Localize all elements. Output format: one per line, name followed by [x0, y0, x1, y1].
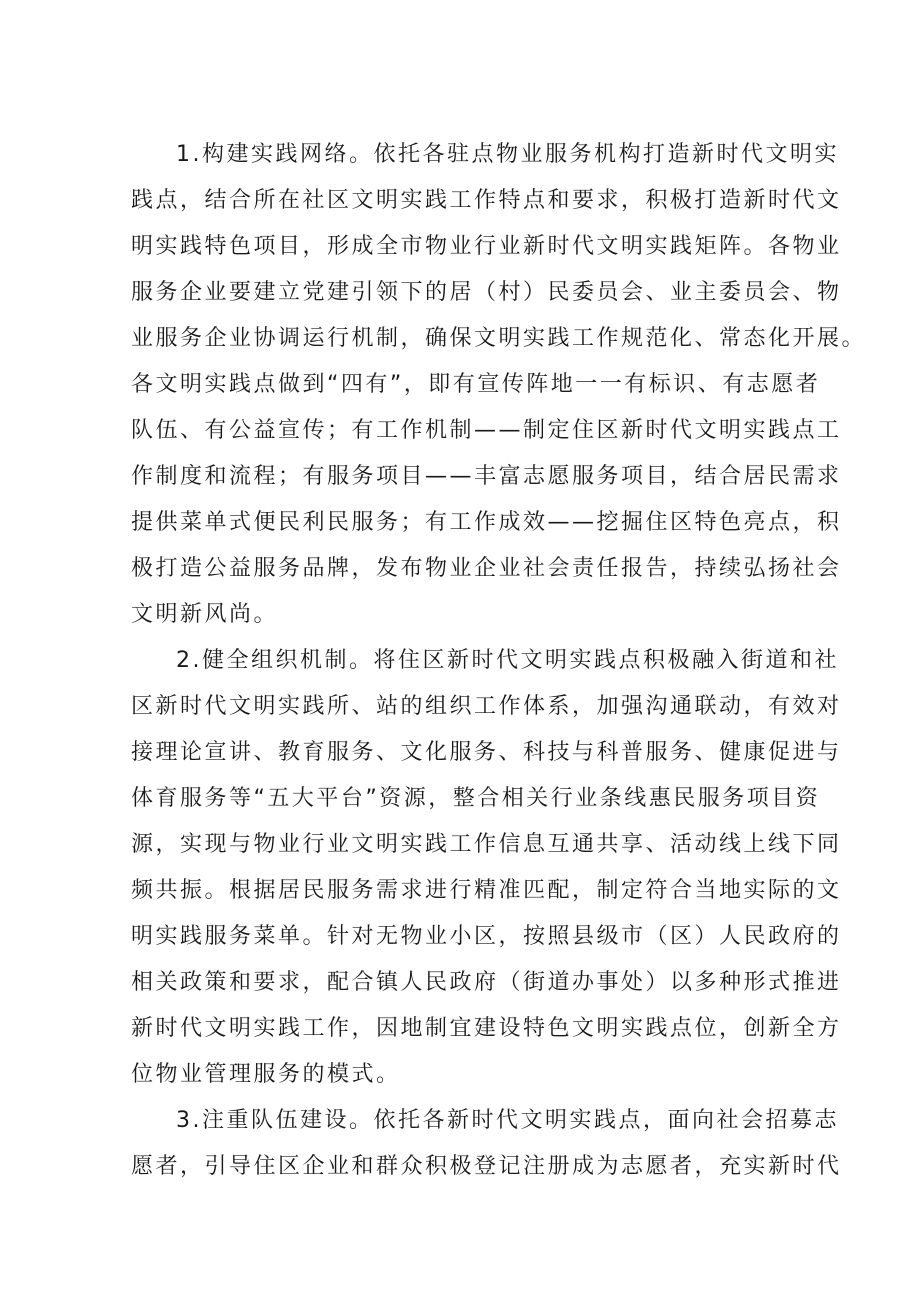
text-line: 践点，结合所在社区文明实践工作特点和要求，积极打造新时代文: [131, 188, 842, 213]
text-line: 相关政策和要求，配合镇人民政府（街道办事处）以多种形式推进: [131, 970, 842, 995]
text-line: 源，实现与物业行业文明实践工作信息互通共享、活动线上线下同: [131, 832, 842, 857]
text-line: 愿者，引导住区企业和群众积极登记注册成为志愿者，充实新时代: [131, 1154, 842, 1179]
text-line: 3.注重队伍建设。依托各新时代文明实践点，面向社会招募志: [176, 1108, 839, 1133]
text-line: 1.构建实践网络。依托各驻点物业服务机构打造新时代文明实: [176, 142, 839, 167]
text-line: 提供菜单式便民利民服务；有工作成效——挖掘住区特色亮点，积: [131, 510, 842, 535]
text-line: 作制度和流程；有服务项目——丰富志愿服务项目，结合居民需求: [131, 464, 842, 489]
document-body: [131, 132, 867, 1190]
text-line: 2.健全组织机制。将住区新时代文明实践点积极融入街道和社: [176, 648, 839, 673]
text-line: 文明新风尚。: [131, 602, 279, 627]
text-line: 服务企业要建立党建引领下的居（村）民委员会、业主委员会、物: [131, 280, 842, 305]
text-line: 各文明实践点做到“四有”，即有宣传阵地一一有标识、有志愿者: [131, 372, 821, 397]
text-line: 明实践服务菜单。针对无物业小区，按照县级市（区）人民政府的: [131, 924, 842, 949]
text-line: 区新时代文明实践所、站的组织工作体系，加强沟通联动，有效对: [131, 694, 842, 719]
text-line: 明实践特色项目，形成全市物业行业新时代文明实践矩阵。各物业: [131, 234, 842, 259]
text-line: 极打造公益服务品牌，发布物业企业社会责任报告，持续弘扬社会: [131, 556, 842, 581]
text-line: 频共振。根据居民服务需求进行精准匹配，制定符合当地实际的文: [131, 878, 842, 903]
text-line: 接理论宣讲、教育服务、文化服务、科技与科普服务、健康促进与: [131, 740, 842, 765]
text-line: 业服务企业协调运行机制，确保文明实践工作规范化、常态化开展。: [131, 326, 867, 351]
text-line: 新时代文明实践工作，因地制宜建设特色文明实践点位，创新全方: [131, 1016, 842, 1041]
text-line: 体育服务等“五大平台”资源，整合相关行业条线惠民服务项目资: [131, 786, 821, 811]
text-line: 位物业管理服务的模式。: [131, 1062, 401, 1087]
text-line: 队伍、有公益宣传；有工作机制——制定住区新时代文明实践点工: [131, 418, 842, 443]
